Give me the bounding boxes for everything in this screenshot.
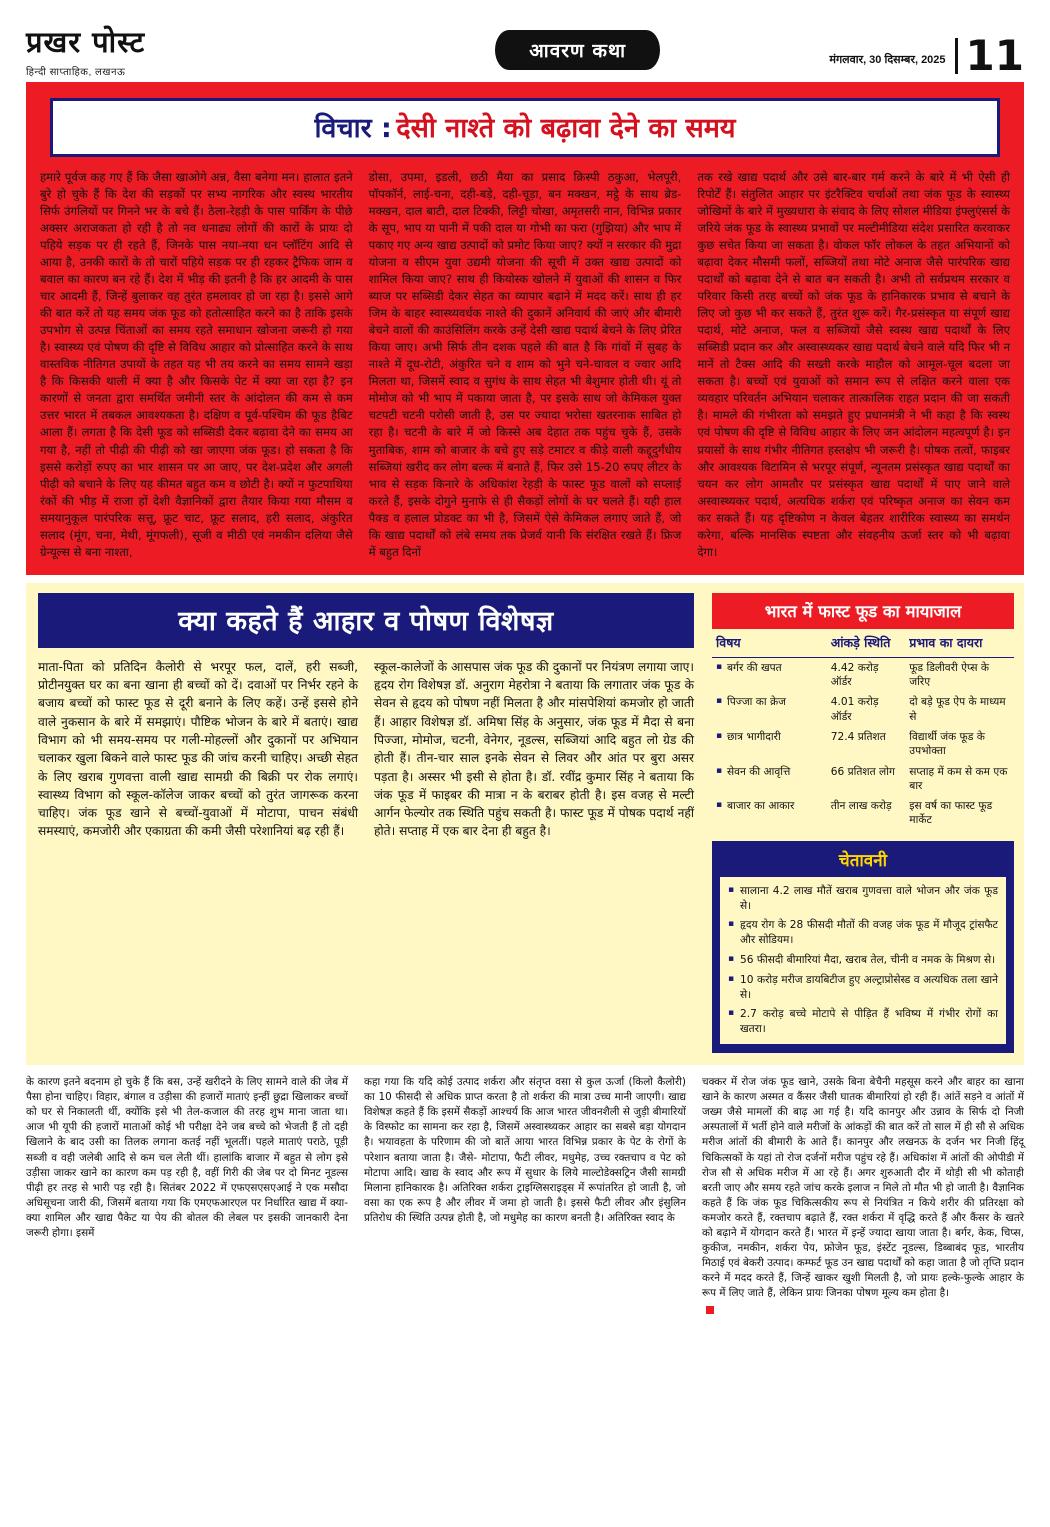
data-sidebar — [706, 583, 1024, 1057]
warning-card — [712, 841, 1014, 1053]
warning-item: ▪ सालाना 4.2 लाख मौतें खराब गुणवत्ता वाले भोजन और जंक फूड से। — [728, 884, 998, 914]
table-cell-subject: ▪ पिज्जा का क्रेज — [716, 696, 786, 708]
masthead — [26, 0, 1024, 78]
expert-text-2: स्कूल-कालेजों के आसपास जंक फूड की दुकानों पर नियंत्रण लगाया जाए। हृदय रोग विशेषज्ञ डॉ. अनुराग मेहरोत्रा ने बताया कि लगातार जंक फूड के सेवन से हृदय को पोषण नहीं मिलता है और मांसपेशियां कमजोर हो जाती हैं। आहार विशेषज्ञ डॉ. अमिषा सिंह के अनुसार, जंक फूड में मैदा से बना पिज्जा, मोमोज, चटनी, वेनेगर, नूडल्स, सब्जियां आदि बहुत लो ग्रेड की होती हैं। तीन-चार साल इनके सेवन से लिवर और आंत पर बुरा असर पड़ता है। अस्सर भी इसी से होता है। डॉ. रवींद्र कुमार सिंह ने बताया कि जंक फूड में फाइबर की मात्रा न के बराबर होती है। इस वजह से मल्टी आर्गन फेल्योर तक स्थिति पहुंच सकती है। फास्ट फूड में पोषक पदार्थ नहीं होते। सप्ताह में एक बार देना ही बहुत है। — [374, 659, 694, 839]
table-title: भारत में फास्ट फूड का मायाजाल — [712, 593, 1014, 629]
lead-text-3: तक रखे खाद्य पदार्थ और उसे बार-बार गर्म करने के बारे में भी ऐसी ही रिपोर्टें हैं। संतुलित आहार पर इंटरैक्टिव चर्चाओं तथा जंक फूड के स्वास्थ्य जोखिमों के बारे में मुख्यधारा के संवाद के लिए सोशल मीडिया इंफ्लुएंसर्स के जरिये जंक फूड के स्वास्थ्य प्रभावों पर मल्टीमीडिया संदेश प्रसारित करवाकर कुछ सचेत किया जा सकता है। वोकल फॉर लोकल के तहत अभियानों को बढ़ावा देकर मौसमी फलों, सब्जियों तथा मोटे अनाज जैसे पारंपरिक खाद्य पदार्थों को बढ़ावा देने से बात बन सकती है। अभी तो सर्वप्रथम सरकार व परिवार किसी तरह बच्चों को जंक फूड के हानिकारक प्रभाव से बचाने के लिए जो कुछ भी कर सकते हैं, तुरंत शुरू करें। गैर-प्रसंस्कृत या संपूर्ण खाद्य पदार्थ, मोटे अनाज, फल व सब्जियों जैसे स्वस्थ खाद्य पदार्थों के लिए सब्सिडी प्रदान कर और अस्वास्थ्यकर खाद्य पदार्थ बेचने वाले यदि फिर भी न मानें तो टैक्स आदि की सख्ती करके माहौल को आमूल-चूल बदला जा सकता है। बच्चों एवं युवाओं को समान रूप से लक्षित करने वाला एक व्यवहार परिवर्तन अभियान चलाकर तात्कालिक राहत प्रदान की जा सकती है। मामले की गंभीरता को समझते हुए प्रधानमंत्री ने भी कहा है कि स्वस्थ एवं पोषण की दृष्टि से विविध आहार के लिए जन आंदोलन महत्वपूर्ण है। इन प्रयासों के साथ गंभीर नीतिगत हस्तक्षेप भी जरूरी है। पोषक तत्वों, फाइबर और आवश्यक विटामिन से भरपूर संपूर्ण, न्यूनतम प्रसंस्कृत खाद्य पदार्थों का चयन कर लोग आमतौर पर प्रसंस्कृत खाद्य पदार्थों में पाए जाने वाले अस्वास्थ्यकर पदार्थ, अत्यधिक शर्करा एवं परिष्कृत अनाज का सेवन कम कर सकते हैं। यह दृष्टिकोण न केवल बेहतर शारीरिक स्वास्थ्य का समर्थन करेगा, बल्कि मानसिक स्पष्टता और संवहनीय ऊर्जा स्तर को भी बढ़ावा देगा। — [697, 170, 1011, 559]
table-cell-figure: तीन लाख करोड़ — [830, 800, 892, 813]
table-cell-subject: ▪ छात्र भागीदारी — [716, 731, 781, 743]
table-cell-subject: ▪ सेवन की आवृत्ति — [716, 766, 790, 778]
table-cell-figure: 4.01 करोड़ ऑर्डर — [830, 696, 879, 723]
warning-title: चेतावनी — [838, 850, 888, 871]
lead-article-columns — [40, 169, 1010, 561]
table-cell-figure: 66 प्रतिशत लोग — [830, 765, 895, 778]
lead-headline-label: विचार : — [314, 113, 392, 144]
lead-headline-text: देसी नाश्ते को बढ़ावा देने का समय — [396, 113, 736, 144]
table-row — [712, 727, 1014, 762]
publication-subtitle: हिन्दी साप्ताहिक, लखनऊ — [26, 67, 126, 78]
expert-columns — [38, 658, 694, 841]
warning-item: ▪ 2.7 करोड़ बच्चे मोटापे से पीड़ित हैं भविष्य में गंभीर रोगों का खतरा। — [728, 1007, 998, 1037]
section-banner-wrap — [326, 22, 829, 70]
section-banner: आवरण कथा — [495, 30, 660, 70]
table-cell-impact: विद्यार्थी जंक फूड के उपभोक्ता — [909, 730, 985, 758]
expert-column-2 — [374, 658, 694, 841]
continuation-block — [26, 1065, 1024, 1319]
issue-date: मंगलवार, 30 दिसम्बर, 2025 — [829, 53, 946, 66]
continuation-column-2 — [364, 1075, 686, 1319]
end-mark-icon — [706, 1306, 714, 1314]
table-header-row — [712, 629, 1014, 658]
table-cell-subject: ▪ बर्गर की खपत — [716, 662, 782, 674]
table-cell-impact: फूड डिलीवरी ऐप्स के जरिए — [909, 661, 989, 689]
expert-text-1: माता-पिता को प्रतिदिन कैलोरी से भरपूर फल, दालें, हरी सब्जी, प्रोटीनयुक्त घर का बना खाना ही बच्चों को दें। दवाओं पर निर्भर रहने के बजाय बच्चों को फास्ट फूड से दूरी बनाने के लिए कहें। उन्हें इससे होने वाले नुकसान के बारे में समझाएं। पौष्टिक भोजन के बारे में बताएं। खाद्य विभाग को भी समय-समय पर गली-मोहल्लों और दुकानों पर अभियान चलाकर खुला बिकने वाले फास्ट फूड की जांच करनी चाहिए। अच्छी सेहत के लिए खराब गुणवत्ता वाली खाद्य सामग्री की बिक्री पर रोक लगाएं। स्वास्थ्य विभाग को स्कूल-कॉलेज जाकर बच्चों को तुरंत जागरूक करना चाहिए। जंक फूड खाने से बच्चों-युवाओं में मोटापा, पाचन संबंधी समस्याएं, कमजोरी और एकाग्रता की कमी जैसी परेशानियां बढ़ रही हैं। — [38, 659, 358, 839]
table-cell-impact: सप्ताह में कम से कम एक बार — [909, 765, 1008, 792]
table-cell-impact: इस वर्ष का फास्ट फूड मार्केट — [909, 800, 993, 827]
expert-opinion-left — [26, 583, 706, 1057]
table-header-2: प्रभाव का दायरा — [905, 629, 1014, 658]
fastfood-stats-table — [712, 629, 1014, 831]
warning-list-wrap — [720, 877, 1006, 1044]
continuation-text-1: के कारण इतने बदनाम हो चुके हैं कि बस, उन्हें खरीदने के लिए सामने वाले की जेब में पैसा होना चाहिए। विहार, बंगाल व उड़ीसा की हजारों माताएं इन्हीं छुद्रा खिलाकर बच्चों को घर से निकालती थीं, क्योंकि इसे भी तेल-कजाल की तरह शुभ माना जाता था। आज भी यूपी की हजारों माताओं कोई भी परीक्षा देने जब बच्चे को भेजती हैं तो दही खिलाने के बाद उसी का तिलक लगाना कतई नहीं भूलतीं। पहले माताएं पराठे, पूड़ी सब्जी व वही जलेबी आदि से कम चल लेती थीं। हालांकि बाजार में बहुत से लोग इसे उड़ीसा जाकर खाने का कारण कम पड़ रही है, वहीं गिरी की जेब पर दो मिनट नूडल्स पीढ़ी हर तरह से भारी पड़ रही है। सितंबर 2022 में एफएसएसएआई ने एक मसौदा अधिसूचना जारी की, जिसमें बताया गया कि एमएफआरएल पर निर्धारित खाद्य में क्या-क्या शामिल और खाद्य पैकेट या पेय की बोतल की लेबल पर इसकी जानकारी देना जरूरी होगा। इसमें — [26, 1076, 348, 1239]
lead-column-1 — [40, 169, 353, 561]
table-cell-subject: ▪ बाजार का आकार — [716, 800, 794, 812]
table-cell-figure: 72.4 प्रतिशत — [830, 730, 886, 743]
table-row — [712, 692, 1014, 727]
warning-item: ▪ 10 करोड़ मरीज डायबिटीज हुए अल्ट्राप्रोसेस्ड व अत्यधिक तला खाने से। — [728, 973, 998, 1003]
masthead-meta — [829, 22, 1024, 80]
table-row — [712, 762, 1014, 797]
lead-headline-bar — [50, 98, 1000, 157]
continuation-column-1 — [26, 1075, 348, 1319]
table-row — [712, 657, 1014, 692]
publication-logo — [26, 22, 326, 78]
continuation-text-3: चक्कर में रोज जंक फूड खाने, उसके बिना बेचैनी महसूस करने और बाहर का खाना खाने के कारण अस्मत व कैंसर जैसी घातक बीमारियां हो रही हैं। आंतें सड़ने व आंतों में जख्म जैसे मामलों की बाढ़ आ गई है। यदि कानपुर और उन्नाव के सिर्फ दो निजी अस्पतालों में भर्ती होने वाले मरीजों के आंकड़ों की बात करें तो साल में ही सौ से अधिक मरीज आंतों की बीमारी के आते हैं। कानपुर और लखनऊ के दर्जन भर निजी हिंदू चिकित्सकों के यहां तो रोज दर्जनों मरीज पहुंच रहे हैं। अधिकांश में आंतों की ओपीडी में रोज सौ से अधिक मरीज में आ रहे हैं। अगर शुरुआती दौर में थोड़ी सी भी कोताही बरती जाए और समय रहते जांच करके इलाज न मिले तो मौत भी हो जाती है। वैज्ञानिक कहते हैं कि जंक फूड चिकित्सकीय रूप से नियंत्रित न किये शरीर की प्रतिरक्षा को कमजोर करते हैं, रक्तचाप बढ़ाते हैं, रक्त शर्करा में वृद्धि करते हैं और कैंसर के खतरे को बढ़ाने में योगदान करते हैं। भारत में इन्हें ज्यादा खाया जाता है। बर्गर, केक, चिप्स, कुकीज, नमकीन, शर्करा पेय, फ्रोजेन फूड, इंस्टेंट नूडल्स, डिब्बाबंद फूड, भारतीय मिठाई एवं बेकरी उत्पाद। कम्फर्ट फूड उन खाद्य पदार्थों को कहा जाता है जो तृप्ति प्रदान करने में मदद करते हैं, जिन्हें खाकर खुशी मिलती है, जो प्रायः हल्के-फुल्के आहार के रूप में लिए जाते हैं, लेकिन प्रायः जिनका पोषण मूल्य कम होता है। — [702, 1076, 1024, 1300]
lead-text-1: हमारे पूर्वज कह गए हैं कि जैसा खाओगे अन्न, वैसा बनेगा मन। हालात इतने बुरे हो चुके हैं कि देश की सड़कों पर सभ्य नागरिक और स्वस्थ भारतीय सिर्फ उंगलियों पर गिनने भर के बचे हैं। ठेला-रेहड़ी के पास पार्किंग के पीछे अक्सर अराजकता हो रही है तो नव धनाढ्य लोगों की कारों के प्रायः दो पहिये सड़क पर ही रहते हैं, जिनके पास नया-नया धन प्लॉटिंग आदि से आया है, उनकी कारों के तो चारों पहिये सड़क पर ही रहकर ट्रैफिक जाम व बवाल का कारण बन रहे हैं। देश में भीड़ की इतनी है कि हर आदमी के पास चार आदमी हैं, जिन्हें बुलाकर वह तुरंत हमलावर हो जा रहा है। इससे आगे की बात करें तो यह समय जंक फूड को हतोत्साहित करने का है ताकि इसके उपभोग से उत्पन्न चिंताओं का समय रहते समाधान खोजना जरूरी हो गया है। स्वास्थ्य एवं पोषण की दृष्टि से विविध आहार को प्रोत्साहित करने के साथ वास्तविक नीतिगत उपायों के तहत यह भी तय करने का समय सामने खड़ा है कि किसकी थाली में क्या है और किसके पेट में क्या जा रहा है? इन कारणों से जनता द्वारा समर्थित जमीनी स्तर के आंदोलन की कम से कम उत्तर भारत में तबकल आवश्यकता है। दक्षिण व पूर्व-पश्चिम की फूड हैबिट आला हैं। लगता है कि देसी फूड को सब्सिडी देकर बढ़ावा देने का समय आ गया है, नहीं तो पीढ़ी की पीढ़ी को खा जाएगा जंक फूड। हो सकता है कि इससे करोड़ों रुपए का भार शासन पर आ जाए, पर देश-प्रदेश और अगली पीढ़ी को बचाने के लिए यह कीमत बहुत कम व छोटी है। क्यों न फुटपाथिया रंकों की भीड़ में राजा हों देशी वैज्ञानिकों द्वारा तैयार किया गया मौसम व समयानुकूल पारंपरिक सत्तू, फ्रूट चाट, फ्रूट सलाद, हरी सलाद, अंकुरित सलाद (मूंग, चना, मेथी, मूंगफली), सूजी व मीठी एवं नमकीन दलिया जैसे ग्रेन्यूल्स से बना नाश्ता, — [40, 170, 353, 559]
lead-story-block — [26, 82, 1024, 575]
warning-list — [728, 884, 998, 1037]
continuation-column-3 — [702, 1075, 1024, 1319]
expert-column-1 — [38, 658, 358, 841]
page-number: 11 — [955, 38, 1024, 74]
table-row — [712, 796, 1014, 831]
publication-title: प्रखर पोस्ट — [26, 25, 146, 59]
table-cell-figure: 4.42 करोड़ ऑर्डर — [830, 661, 879, 689]
table-cell-impact: दो बड़े फूड ऐप के माध्यम से — [909, 696, 1006, 723]
lead-column-3 — [697, 169, 1010, 561]
warning-item: ▪ हृदय रोग के 28 फीसदी मौतों की वजह जंक फूड में मौजूद ट्रांसफैट और सोडियम। — [728, 918, 998, 948]
expert-headline: क्या कहते हैं आहार व पोषण विशेषज्ञ — [38, 593, 694, 648]
expert-opinion-block — [26, 583, 1024, 1065]
lead-column-2 — [369, 169, 682, 561]
table-header-1: आंकड़े स्थिति — [827, 629, 906, 658]
lead-text-2: डोसा, उपमा, इडली, छठी मैया का प्रसाद क्रिस्पी ठकुआ, भेलपूरी, पॉपकॉर्न, लाई-चना, दही-बड़े, दही-चूड़ा, बन मक्खन, मट्ठे के साथ ब्रेड-मक्खन, दाल बाटी, दाल टिक्की, लिट्टी चोखा, अमृतसरी नान, विभिन्न प्रकार के सूप, भाप या पानी में पकी दाल या गोभी का फरा (गुझिया) और भाप में पकाए गए अन्य खाद्य उत्पादों को प्रमोट किया जाए? क्यों न सरकार की मुद्रा योजना व सीएम युवा उद्यमी योजना की सूची में उक्त खाद्य उत्पादों को शामिल किया जाए? साथ ही कियोस्क खोलने में युवाओं की शासन व फिर ब्याज पर सब्सिडी देकर सेहत का व्यापार बढ़ाने में मदद करें। साथ ही हर जिम के बाहर स्वास्थ्यवर्धक नाश्ते की दुकानें अनिवार्य की जाएं और बीमारी बेचने वालों की काउंसिलिंग करके उन्हें देसी खाद्य पदार्थ बेचने के लिए प्रेरित किया जाए। अभी सिर्फ तीन दशक पहले की बात है कि गांवों में सुबह के नाश्ते में दूध-रोटी, अंकुरित चने व शाम को भुने चने-चावल व ज्वार आदि मिलता था, जिसमें स्वाद व सुगंध के साथ सेहत भी बेशुमार होती थी। यूं तो मोमोज को भी भाप में पकाया जाता है, पर इसके साथ जो केमिकल युक्त चटपटी चटनी परोसी जाती है, उस पर ज्यादा भरोसा खतरनाक साबित हो रहा है। चटनी के बारे में जो किस्से अब देहात तक पहुंच चुके हैं, उसके मुताबिक, शाम को बाजार के बचे हुए सड़े टमाटर व कीड़े वाली कद्दूदुर्गंधीय सब्जियां खरीद कर लोग बल्क में बनाते हैं, फिर उसे 15-20 रुपए लीटर के भाव से सड़क किनारे के अधिकांश रेहड़ी के फास्ट फूड वालों को सप्लाई करते हैं, इसके दोगुने मुनाफे से ही सैकड़ों लोगों के घर चलते हैं। यही हाल पैक्ड व हलाल प्रोडक्ट का भी है, जिसमें ऐसे केमिकल लगाए जाते हैं, जो कि खाद्य पदार्थों को लंबे समय तक प्रेजर्व यानी कि संरक्षित रखते हैं। फ्रिज में बहुत दिनों — [368, 170, 682, 559]
table-header-0: विषय — [712, 629, 827, 658]
warning-item: ▪ 56 फीसदी बीमारियां मैदा, खराब तेल, चीनी व नमक के मिश्रण से। — [728, 953, 998, 968]
continuation-text-2: कहा गया कि यदि कोई उत्पाद शर्करा और संतृप्त वसा से कुल ऊर्जा (किलो कैलोरी) का 10 फीसदी से अधिक प्राप्त करता है तो शर्करा की मात्रा उच्च मानी जाएगी। खाद्य विशेषज्ञ कहते हैं कि इसमें सैकड़ों आश्चर्य कि आज भारत जीवनशैली से जुड़ी बीमारियों के विस्फोट का सामना कर रहा है, जिसमें अस्वास्थ्यकर आहार का सबसे बड़ा योगदान है। भयावहता के परिणाम की जो बातें आया भारत विभिन्न प्रकार के पेट के रोगों के परेशान बताया जाता है। जैसे- मोटापा, फैटी लीवर, मधुमेह, उच्च रक्तचाप व पेट को मोटापा आदि। खाद्य के स्वाद और रूप में सुधार के लिये माल्टोडेक्सट्रिन जैसी सामग्री मिलाना हानिकारक है। अतिरिक्त शर्करा ट्राइग्लिसराइड्स में रूपांतरित हो जाती है, जो वसा का एक रूप है और लीवर में जमा हो जाती है। इससे फैटी लीवर और इंसुलिन प्रतिरोध की स्थिति उत्पन्न होती है, जो मधुमेह का कारण बनती है। अतिरिक्त स्वाद के — [364, 1076, 686, 1224]
